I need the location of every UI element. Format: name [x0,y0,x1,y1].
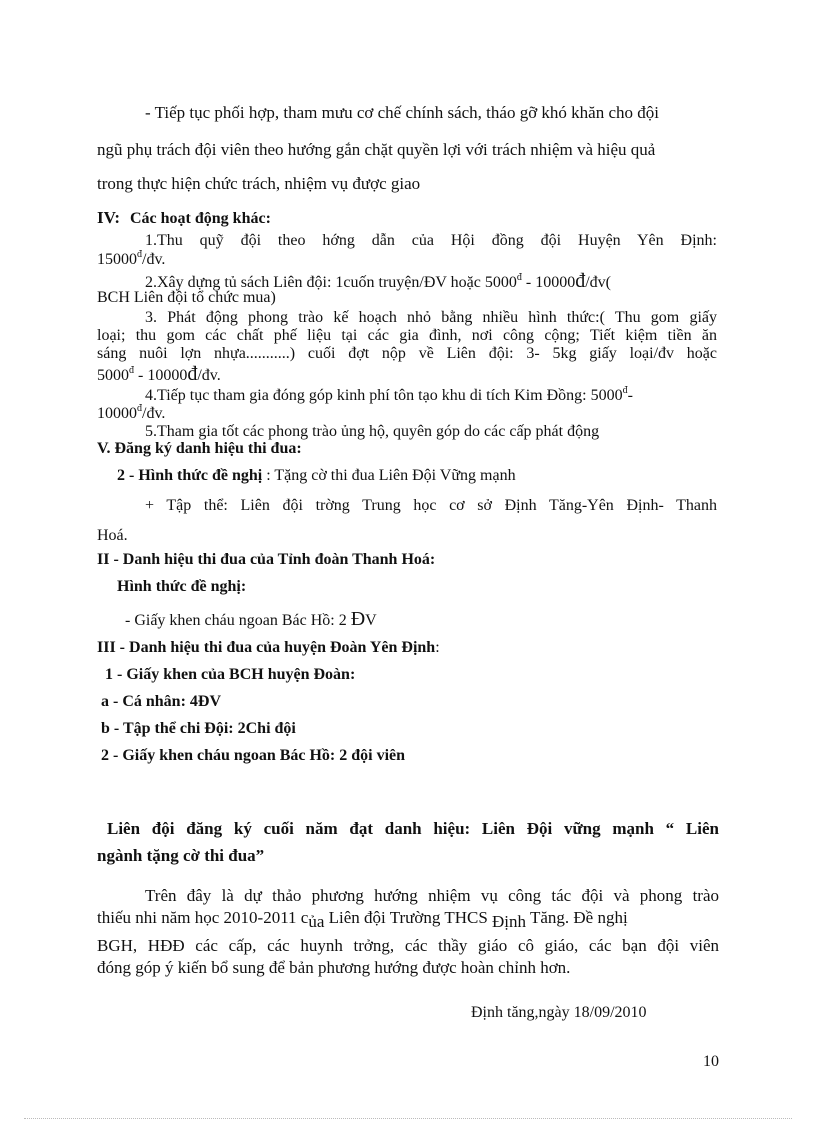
iv-item3-currency-1: đ [129,365,134,376]
closing-line-2-a: thiếu nhi năm học 2010-2011 c [97,908,309,927]
iv-item1-currency: đ [137,249,142,260]
iv-item1-amount: 15000 [97,251,137,268]
section-v-heading: V. Đăng ký danh hiệu thi đua: [97,440,302,457]
iv-item1-line-b [97,249,165,269]
iv-item1-unit: /đv. [142,251,166,268]
section-iii-item-a: a - Cá nhân: 4ĐV [101,693,222,710]
intro-line-3: trong thực hiện chức trách, nhiệm vụ được giao [97,174,421,193]
iv-item3-amount-1: 5000 [97,367,129,384]
section-ii-bullet-text: - Giấy khen cháu ngoan Bác Hồ: 2 [125,612,351,629]
iv-item3-currency-2: đ [187,363,198,385]
intro-line-2: ngũ phụ trách đội viên theo hướng gắn chặt quyền lợi với trách nhiệm và hiệu quả [97,140,656,159]
iv-item4-unit: /đv. [142,405,166,422]
iv-item2-text: 2.Xây dựng tủ sách Liên đội: 1cuốn truyện/ĐV hoặc 5000 [145,274,517,291]
section-ii-form-label: Hình thức đề nghị: [117,578,247,595]
iv-item3-line-d [97,363,221,385]
section-v-collective-a: + Tập thể: Liên đội trờng Trung học cơ sở Định Tăng-Yên Định- Thanh [145,497,717,514]
iv-item4-line-b [97,403,165,423]
closing-line-3: BGH, HĐĐ các cấp, các huynh trởng, các thầy giáo cô giáo, các bạn đội viên [97,936,719,955]
intro-line-1: - Tiếp tục phối hợp, tham mưu cơ chế chính sách, tháo gỡ khó khăn cho đội [145,103,659,122]
closing-line-1: Trên đây là dự thảo phương hướng nhiệm vụ công tác đội và phong trào [145,886,719,905]
section-iii-item-1: 1 - Giấy khen của BCH huyện Đoàn: [105,666,356,683]
iv-item3-line-b: loại; thu gom các chất phế liệu tại các gia đình, nơi công cộng; Tiết kiệm tiền ăn [97,327,717,344]
iv-item5: 5.Tham gia tốt các phong trào ủng hộ, quyên góp do các cấp phát động [145,423,600,440]
section-v-form-label: 2 - Hình thức đề nghị [117,467,263,484]
iv-item2-unit: /đv( [585,274,611,291]
section-ii-bullet-v: V [365,612,377,629]
section-iii-item-b: b - Tập thể chi Đội: 2Chi đội [101,720,296,737]
section-iv-number: IV: [97,208,120,227]
iv-item3-unit: /đv. [197,367,221,384]
closing-line-2-d: Định [492,912,527,931]
page-bottom-divider [24,1118,792,1119]
closing-line-2-b: ủa [308,912,325,931]
section-v-form-value: : Tặng cờ thi đua Liên Đội Vững mạnh [262,467,516,484]
section-v-form [117,467,516,485]
section-iii-colon: : [435,639,440,656]
section-iii-title: III - Danh hiệu thi đua của huyện Đoàn Yên Định [97,639,436,656]
closing-line-4: đóng góp ý kiến bổ sung để bản phương hướng được hoàn chỉnh hơn. [97,958,571,977]
signature-date: Định tăng,ngày 18/09/2010 [471,1004,647,1021]
iv-item4-dash: - [627,387,633,404]
section-ii-bullet-d: Đ [350,608,366,630]
iv-item3-line-c: sáng nuôi lợn nhựa...........) cuối đợt nộp về Liên đội: 3- 5kg giấy loại/đv hoặc [97,345,717,362]
closing-line-2-e: Tăng. Đề nghị [526,908,628,927]
iv-item4-line-a [145,385,633,405]
closing-line-2-c: Liên đội Trường THCS [324,908,493,927]
iv-item3-amount-2: - 10000 [134,367,188,384]
closing-line-2 [97,908,719,931]
section-v-collective-b: Hoá. [97,527,128,544]
section-iii-heading [97,639,440,657]
iv-item1-line-a: 1.Thu quỹ đội theo hớng dẫn của Hội đồng đội Huyện Yên Định: [145,232,717,249]
iv-item2-range: - 10000 [521,274,576,291]
registration-line-1: Liên đội đăng ký cuối năm đạt danh hiệu: Liên Đội vững mạnh “ Liên [107,819,719,838]
iv-item4-currency-2: đ [137,403,142,414]
iv-item2-currency-2: đ [575,270,586,292]
iv-item4-text: 4.Tiếp tục tham gia đóng góp kinh phí tôn tạo khu di tích Kim Đồng: 5000 [145,387,623,404]
section-ii-bullet [125,608,377,630]
section-ii-heading: II - Danh hiệu thi đua của Tỉnh đoàn Thanh Hoá: [97,551,436,568]
iv-item4-amount: 10000 [97,405,137,422]
section-iv-title: Các hoạt động khác: [130,210,271,227]
iv-item3-line-a: 3. Phát động phong trào kế hoạch nhỏ bằng nhiều hình thức:( Thu gom giấy [145,309,717,326]
iv-item2-line-b: BCH Liên đội tổ chức mua) [97,289,276,306]
page-number: 10 [703,1053,719,1070]
section-iv-heading [97,209,271,228]
section-iii-item-2: 2 - Giấy khen cháu ngoan Bác Hồ: 2 đội viên [101,747,406,764]
iv-item2-currency-1: đ [516,272,522,283]
iv-item4-currency-1: đ [622,385,628,396]
registration-line-2: ngành tặng cờ thi đua” [97,846,265,865]
